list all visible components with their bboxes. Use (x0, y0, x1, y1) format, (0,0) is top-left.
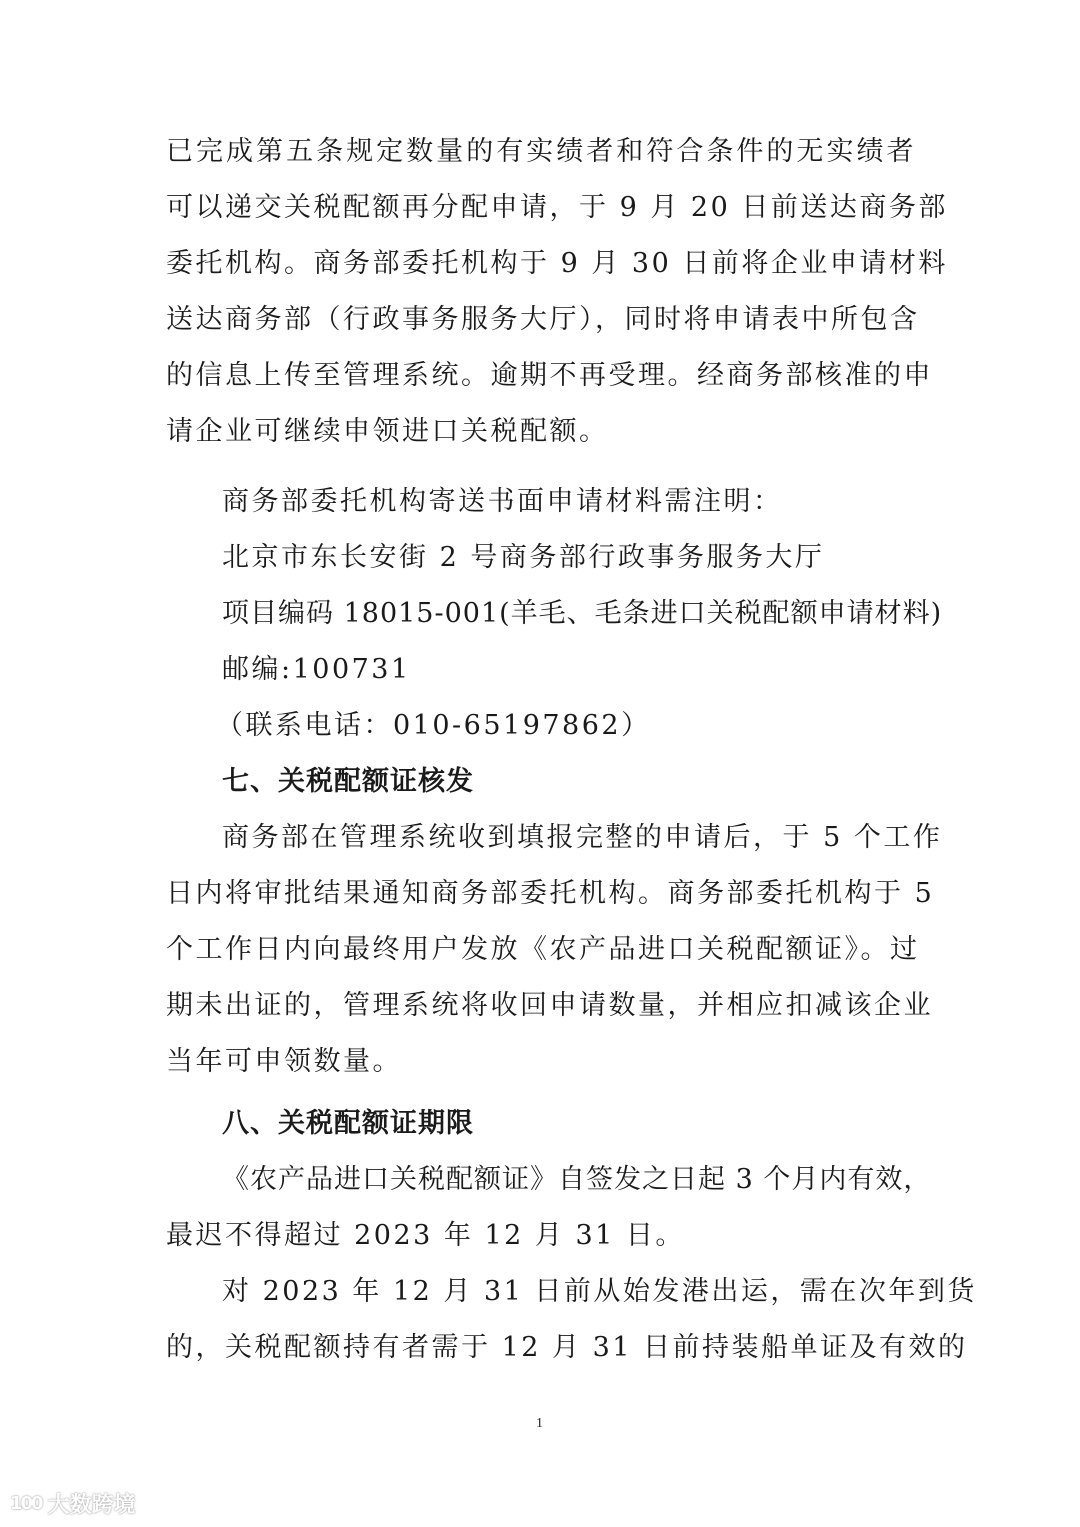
paragraph-line: 日内将审批结果通知商务部委托机构。商务部委托机构于 5 (166, 878, 935, 909)
mailing-note-intro: 商务部委托机构寄送书面申请材料需注明： (222, 486, 783, 517)
paragraph-line: 已完成第五条规定数量的有实绩者和符合条件的无实绩者 (166, 136, 916, 167)
paragraph-line: 最迟不得超过 2023 年 12 月 31 日。 (166, 1220, 685, 1251)
paragraph-line: 对 2023 年 12 月 31 日前从始发港出运，需在次年到货 (222, 1276, 977, 1307)
paragraph-line: 《农产品进口关税配额证》自签发之日起 3 个月内有效， (222, 1164, 932, 1195)
postcode: 邮编:100731 (222, 654, 411, 685)
watermark (10, 1488, 136, 1519)
page-number: 1 (536, 1416, 543, 1431)
paragraph-line: 送达商务部（行政事务服务大厅），同时将申请表中所包含 (166, 304, 920, 335)
mailing-address: 北京市东长安街 2 号商务部行政事务服务大厅 (222, 542, 825, 573)
paragraph-line: 个工作日内向最终用户发放《农产品进口关税配额证》。过 (166, 934, 920, 965)
watermark-logo-icon: 100 (10, 1493, 42, 1514)
section-8-heading: 八、关税配额证期限 (222, 1108, 474, 1139)
paragraph-line: 请企业可继续申领进口关税配额。 (166, 416, 609, 447)
section-7-heading: 七、关税配额证核发 (222, 766, 474, 797)
paragraph-line: 当年可申领数量。 (166, 1046, 402, 1077)
paragraph-line: 委托机构。商务部委托机构于 9 月 30 日前将企业申请材料 (166, 248, 948, 279)
watermark-text: 大数跨境 (47, 1493, 136, 1518)
paragraph-line: 的，关税配额持有者需于 12 月 31 日前持装船单证及有效的 (166, 1332, 968, 1363)
paragraph-line: 商务部在管理系统收到填报完整的申请后，于 5 个工作 (222, 822, 943, 853)
paragraph-line: 期未出证的，管理系统将收回申请数量，并相应扣减该企业 (166, 990, 933, 1021)
paragraph-line: 的信息上传至管理系统。逾期不再受理。经商务部核准的申 (166, 360, 933, 391)
paragraph-line: 可以递交关税配额再分配申请，于 9 月 20 日前送达商务部 (166, 192, 948, 223)
contact-phone: （联系电话：010-65197862） (216, 710, 651, 741)
project-code: 项目编码 18015-001(羊毛、毛条进口关税配额申请材料) (222, 598, 943, 629)
